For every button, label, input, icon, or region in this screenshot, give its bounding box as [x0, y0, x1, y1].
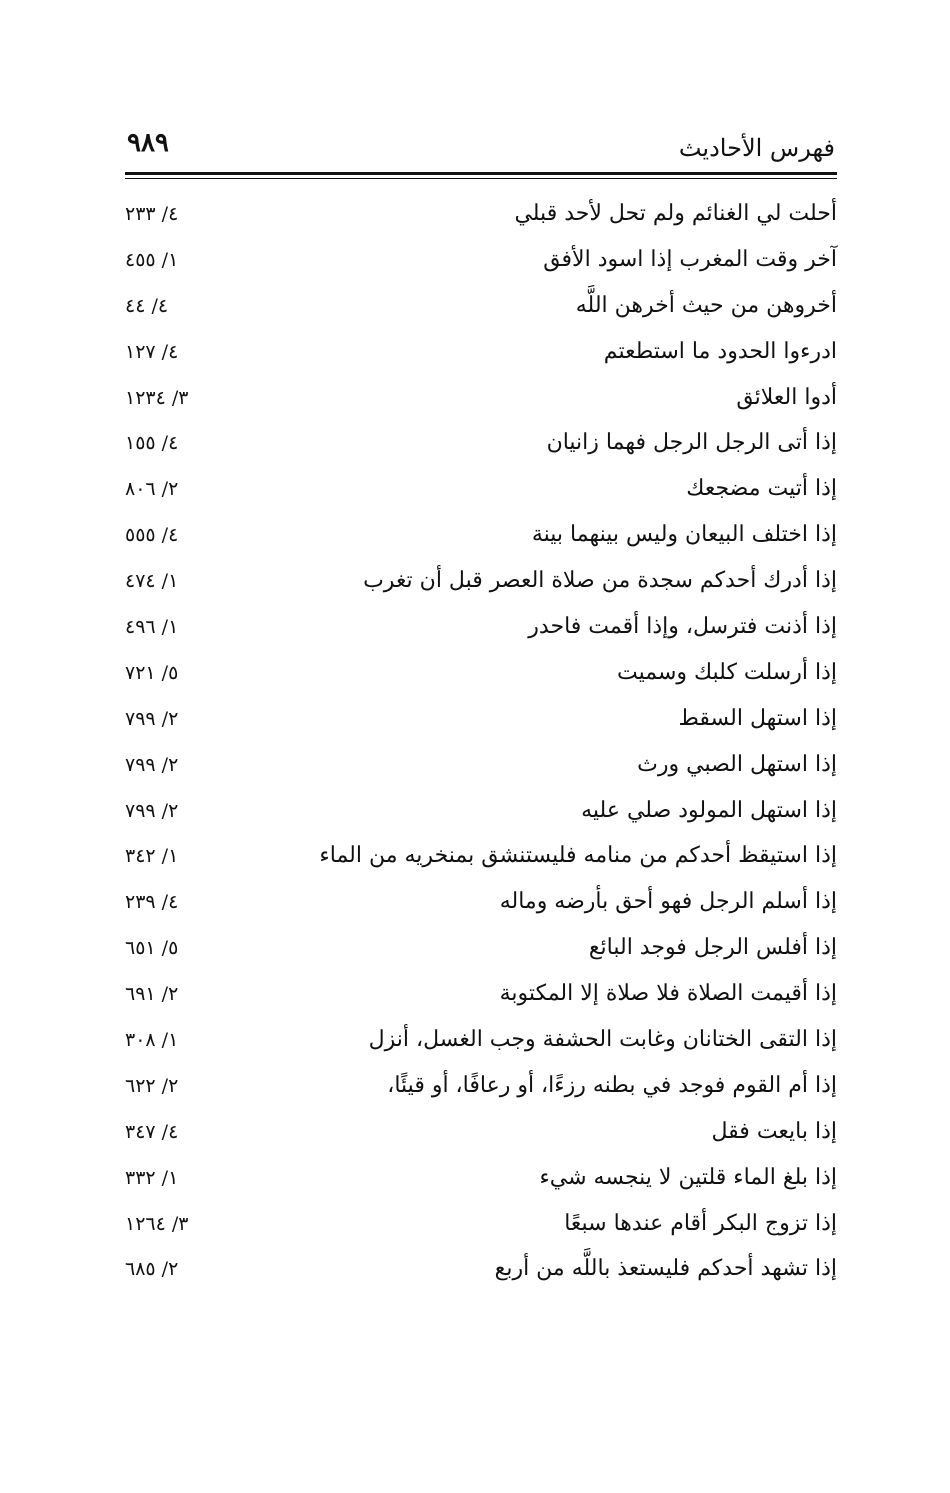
header-rule-thin	[125, 178, 837, 179]
index-entry	[125, 426, 837, 472]
hadith-text: إذا استهل الصبي ورث	[637, 751, 837, 777]
index-entry	[125, 794, 837, 840]
volume-page-ref: ١/ ٤٧٤	[125, 570, 179, 593]
header-rule-thick	[125, 172, 837, 175]
hadith-text: إذا أفلس الرجل فوجد البائع	[588, 935, 837, 961]
hadith-text: إذا أدرك أحدكم سجدة من صلاة العصر قبل أن تغرب	[363, 568, 837, 594]
volume-page-ref: ٤/ ٤٤	[125, 294, 169, 317]
index-entry	[125, 702, 837, 748]
hadith-text: ادرءوا الحدود ما استطعتم	[603, 338, 837, 364]
hadith-text: أحلت لي الغنائم ولم تحل لأحد قبلي	[514, 201, 837, 226]
volume-page-ref: ٢/ ٦٢٢	[125, 1074, 179, 1097]
index-entry	[125, 289, 837, 335]
running-title: فهرس الأحاديث	[678, 134, 835, 162]
index-entry	[125, 610, 837, 656]
volume-page-ref: ٤/ ٢٣٩	[125, 891, 179, 914]
volume-page-ref: ٢/ ٦٩١	[125, 983, 179, 1006]
index-entry	[125, 1069, 837, 1115]
index-entry	[125, 518, 837, 564]
hadith-text: إذا أتى الرجل الرجل فهما زانيان	[546, 430, 837, 456]
hadith-text: إذا تشهد أحدكم فليستعذ باللَّه من أربع	[494, 1256, 837, 1282]
hadith-text: إذا استيقظ أحدكم من منامه فليستنشق بمنخريه من الماء	[319, 843, 837, 869]
index-entry	[125, 839, 837, 885]
index-entry	[125, 885, 837, 931]
index-entry	[125, 472, 837, 518]
index-entry	[125, 1207, 837, 1253]
hadith-text: إذا بلغ الماء قلتين لا ينجسه شيء	[539, 1164, 837, 1190]
hadith-text: إذا بايعت فقل	[711, 1118, 837, 1144]
index-entry	[125, 1252, 837, 1298]
volume-page-ref: ٢/ ٧٩٩	[125, 707, 179, 730]
volume-page-ref: ٤/ ١٥٥	[125, 432, 179, 455]
hadith-text: آخر وقت المغرب إذا اسود الأفق	[543, 246, 837, 272]
hadith-text: أدوا العلائق	[736, 384, 837, 410]
hadith-text: إذا اختلف البيعان وليس بينهما بينة	[531, 522, 837, 548]
index-entry	[125, 656, 837, 702]
page-header	[125, 128, 835, 168]
index-entry	[125, 243, 837, 289]
volume-page-ref: ٣/ ١٢٦٤	[125, 1212, 189, 1235]
hadith-text: إذا أم القوم فوجد في بطنه رزءًا، أو رعافًا، أو قيئًا،	[387, 1072, 837, 1098]
hadith-text: إذا أرسلت كلبك وسميت	[616, 659, 837, 685]
index-entry	[125, 564, 837, 610]
index-entry	[125, 1115, 837, 1161]
hadith-text: إذا أذنت فترسل، وإذا أقمت فاحدر	[528, 614, 837, 640]
volume-page-ref: ٢/ ٨٠٦	[125, 478, 179, 501]
volume-page-ref: ٢/ ٦٨٥	[125, 1258, 179, 1281]
volume-page-ref: ٥/ ٧٢١	[125, 661, 179, 684]
volume-page-ref: ١/ ٤٥٥	[125, 248, 179, 271]
hadith-text: أخروهن من حيث أخرهن اللَّه	[575, 292, 837, 318]
volume-page-ref: ٤/ ٥٥٥	[125, 524, 179, 547]
hadith-text: إذا أسلم الرجل فهو أحق بأرضه وماله	[499, 889, 837, 915]
index-entry	[125, 748, 837, 794]
hadith-text: إذا استهل السقط	[678, 705, 837, 731]
volume-page-ref: ٥/ ٦٥١	[125, 937, 179, 960]
hadith-index-list	[125, 197, 837, 1298]
index-entry	[125, 931, 837, 977]
volume-page-ref: ١/ ٤٩٦	[125, 616, 179, 639]
index-entry	[125, 197, 837, 243]
index-entry	[125, 1023, 837, 1069]
index-entry	[125, 381, 837, 427]
volume-page-ref: ٣/ ١٢٣٤	[125, 386, 189, 409]
index-entry	[125, 1161, 837, 1207]
volume-page-ref: ١/ ٣٣٢	[125, 1166, 179, 1189]
volume-page-ref: ١/ ٣٤٢	[125, 845, 179, 868]
hadith-text: إذا التقى الختانان وغابت الحشفة وجب الغسل، أنزل	[368, 1027, 837, 1053]
volume-page-ref: ٤/ ١٢٧	[125, 340, 179, 363]
hadith-text: إذا أقيمت الصلاة فلا صلاة إلا المكتوبة	[499, 981, 837, 1007]
volume-page-ref: ١/ ٣٠٨	[125, 1029, 179, 1052]
volume-page-ref: ٢/ ٧٩٩	[125, 753, 179, 776]
hadith-text: إذا استهل المولود صلي عليه	[581, 797, 837, 823]
index-entry	[125, 977, 837, 1023]
page-number: ٩٨٩	[127, 128, 169, 158]
hadith-text: إذا تزوج البكر أقام عندها سبعًا	[564, 1210, 837, 1236]
hadith-text: إذا أتيت مضجعك	[686, 476, 837, 502]
index-entry	[125, 335, 837, 381]
volume-page-ref: ٢/ ٧٩٩	[125, 799, 179, 822]
volume-page-ref: ٤/ ٣٤٧	[125, 1120, 179, 1143]
volume-page-ref: ٤/ ٢٣٣	[125, 203, 179, 225]
